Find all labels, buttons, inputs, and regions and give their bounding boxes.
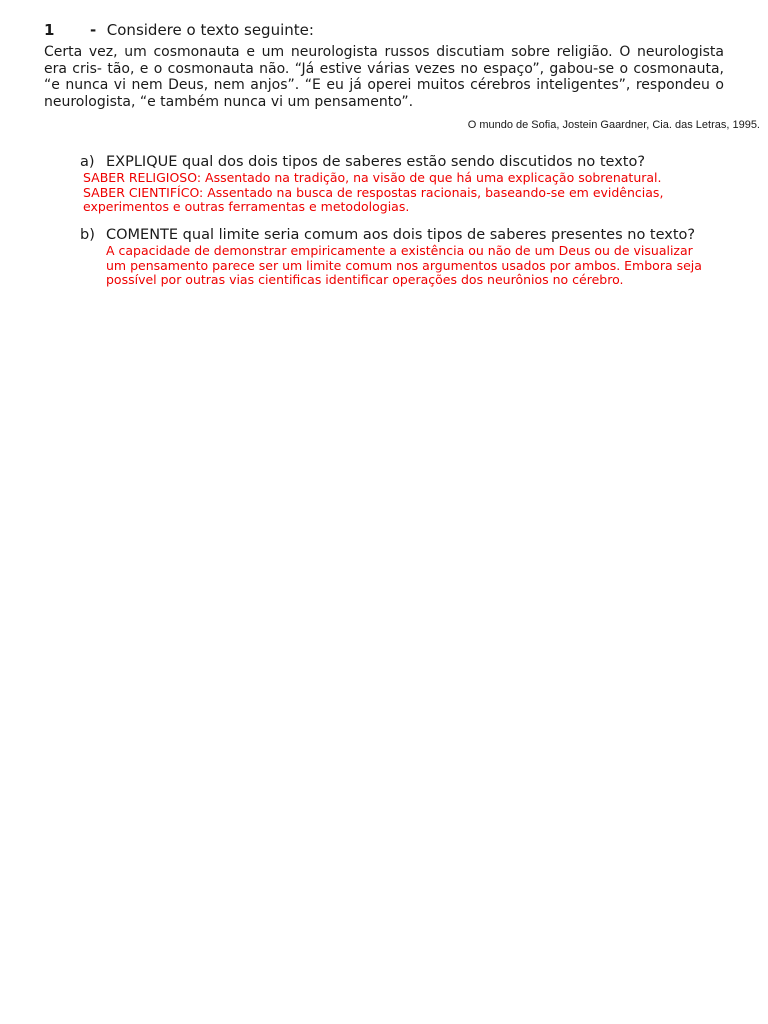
question-prompt: Considere o texto seguinte: — [106, 21, 314, 39]
item-a-question: EXPLIQUE qual dos dois tipos de saberes estão sendo discutidos no texto? — [106, 154, 646, 170]
item-b-answer-line: A capacidade de demonstrar empiricamente a existência ou não de um Deus ou de visualizar um pensamento parece ser um limite comum nos argumentos usados por ambos. Embora seja possível por outras vias cientificas identificar operações dos neurônios no cérebro. — [106, 243, 702, 287]
item-b — [80, 226, 760, 288]
item-a-letter: a) — [80, 154, 95, 170]
item-a — [80, 153, 760, 215]
item-a-answer-line: SABER CIENTIFÍCO: Assentado na busca de respostas racionais, baseando-se em evidências, experimentos e outras ferramentas e metodologias. — [83, 184, 664, 214]
item-b-question: COMENTE qual limite seria comum aos dois tipos de saberes presentes no texto? — [106, 227, 696, 243]
question-number: 1 — [44, 21, 55, 39]
item-a-answer — [83, 171, 703, 215]
passage-source: O mundo de Sofia, Jostein Gaardner, Cia. das Letras, 1995. — [467, 119, 760, 131]
item-b-answer — [106, 244, 716, 288]
item-b-question-line — [80, 226, 760, 244]
question-dash: - — [90, 21, 97, 39]
question-header — [44, 20, 314, 40]
item-b-letter: b) — [80, 227, 95, 243]
item-a-answer-line: SABER RELIGIOSO: Assentado na tradição, na visão de que há uma explicação sobrenatural. — [83, 170, 662, 185]
item-a-question-line — [80, 153, 760, 171]
passage-text: Certa vez, um cosmonauta e um neurologista russos discutiam sobre religião. O neurologista era cris- tão, e o cosmonauta não. “Já estive várias vezes no espaço”, gabou-se o cosmonauta, “e nunca vi nem Deus, nem anjos”. “E eu já operei muitos cérebros inteligentes”, respondeu o neurologista, “e também nunca vi um pensamento”. — [44, 44, 724, 110]
